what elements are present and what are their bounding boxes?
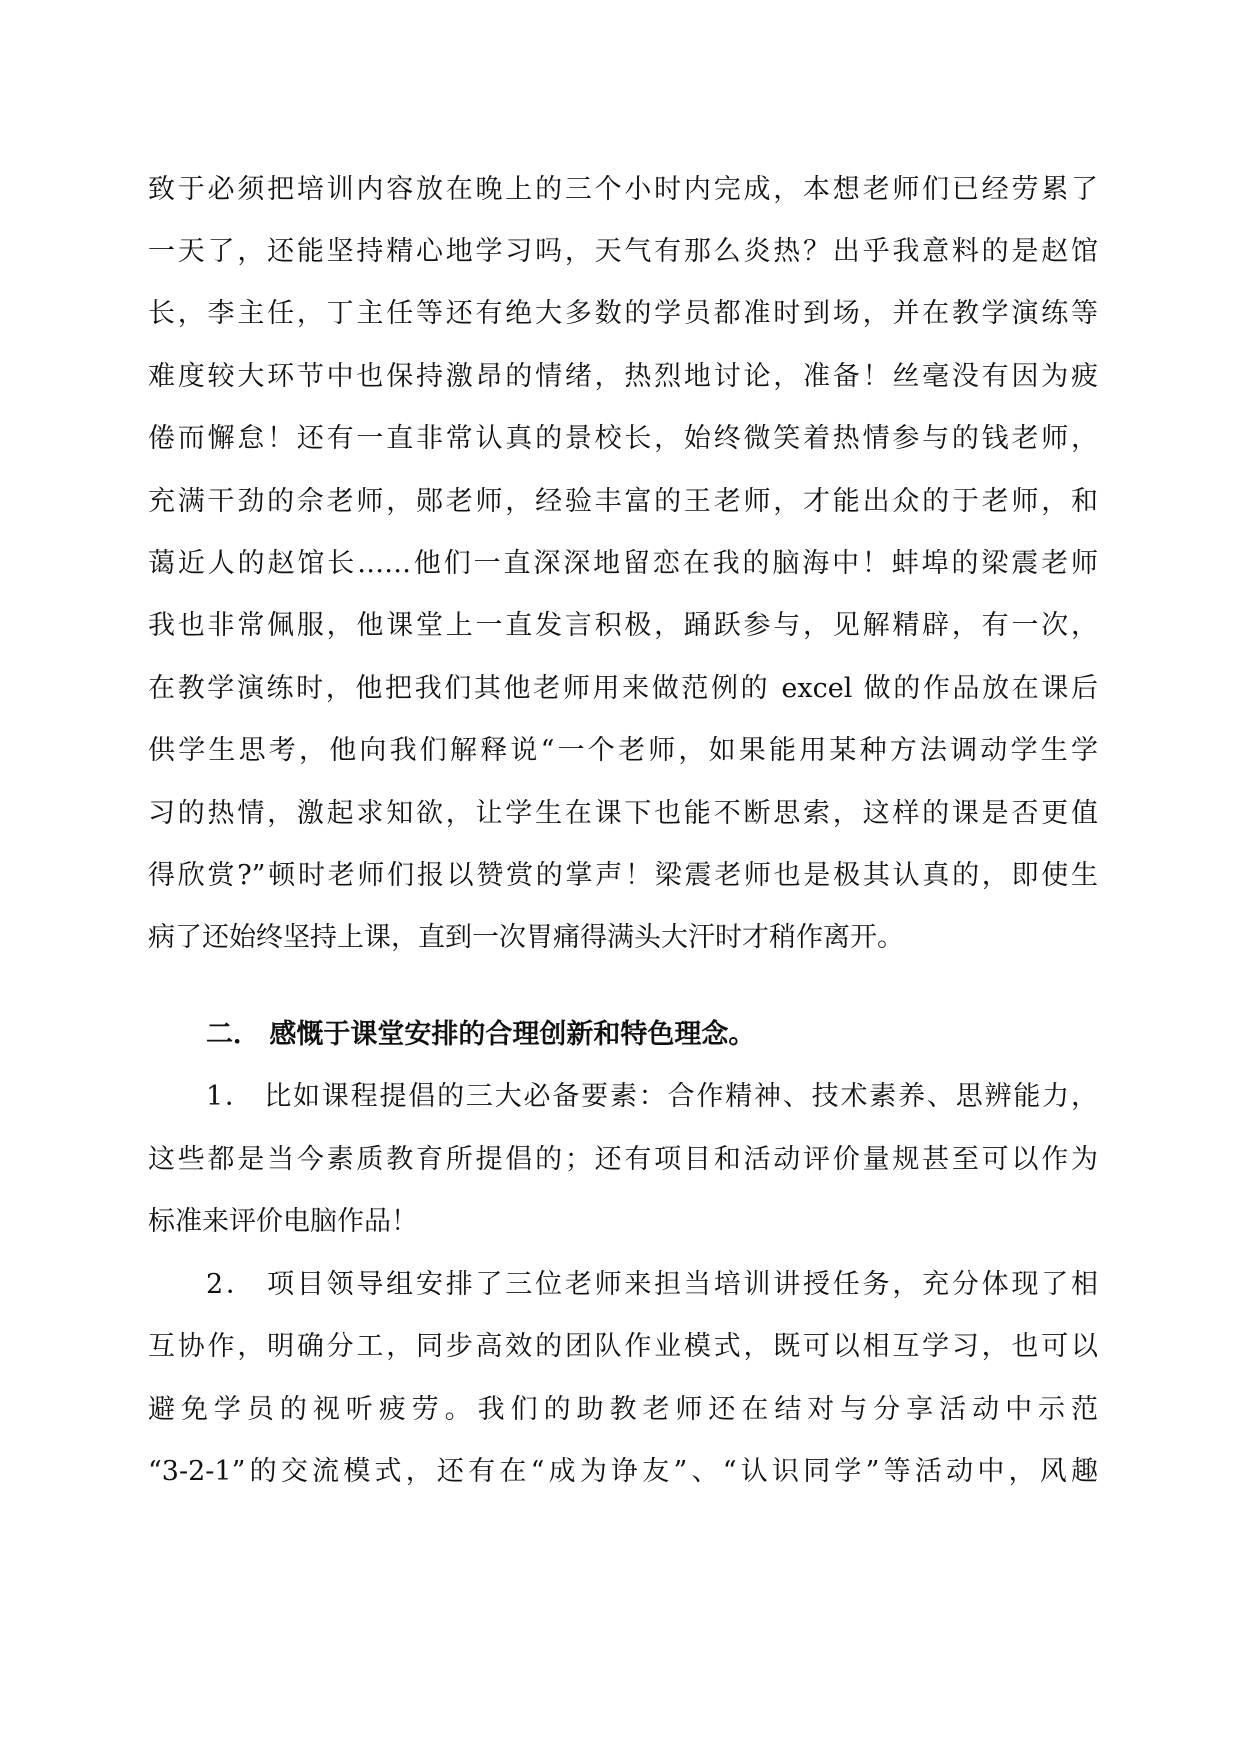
list-item-line: 互协作，明确分工，同步高效的团队作业模式，既可以相互学习，也可以 xyxy=(148,1331,1098,1362)
paragraph-line: 蔼近人的赵馆长……他们一直深深地留恋在我的脑海中！蚌埠的梁震老师 xyxy=(148,548,1098,579)
paragraph-line: 我也非常佩服，他课堂上一直发言积极，踊跃参与，见解精辟，有一次， xyxy=(148,610,1098,641)
list-item-line: 这些都是当今素质教育所提倡的；还有项目和活动评价量规甚至可以作为 xyxy=(148,1144,1098,1175)
paragraph-line: 长，李主任，丁主任等还有绝大多数的学员都准时到场，并在教学演练等 xyxy=(148,298,1098,329)
list-item-line: 1． 比如课程提倡的三大必备要素：合作精神、技术素养、思辨能力， xyxy=(206,1081,1098,1112)
section-heading: 二． 感慨于课堂安排的合理创新和特色理念。 xyxy=(206,1019,756,1050)
paragraph-line: 得欣赏?”顿时老师们报以赞赏的掌声！梁震老师也是极其认真的，即使生 xyxy=(148,860,1098,891)
paragraph-line: 致于必须把培训内容放在晚上的三个小时内完成，本想老师们已经劳累了 xyxy=(148,174,1098,205)
list-item-line: 标准来评价电脑作品！ xyxy=(148,1206,418,1237)
list-item-line: 2． 项目领导组安排了三位老师来担当培训讲授任务，充分体现了相 xyxy=(206,1269,1098,1300)
paragraph-line: 在教学演练时，他把我们其他老师用来做范例的 excel 做的作品放在课后 xyxy=(148,673,1098,704)
paragraph-line: 难度较大环节中也保持激昂的情绪，热烈地讨论，准备！丝毫没有因为疲 xyxy=(148,361,1098,392)
paragraph-line: 一天了，还能坚持精心地学习吗，天气有那么炎热？出乎我意料的是赵馆 xyxy=(148,236,1098,267)
paragraph-line: 习的热情，激起求知欲，让学生在课下也能不断思索，这样的课是否更值 xyxy=(148,798,1098,829)
list-item-line: 避免学员的视听疲劳。我们的助教老师还在结对与分享活动中示范 xyxy=(148,1394,1098,1425)
paragraph-line: 病了还始终坚持上课，直到一次胃痛得满头大汗时才稍作离开。 xyxy=(148,922,904,953)
paragraph-line: 供学生思考，他向我们解释说“一个老师，如果能用某种方法调动学生学 xyxy=(148,735,1098,766)
paragraph-line: 充满干劲的佘老师，郧老师，经验丰富的王老师，才能出众的于老师，和 xyxy=(148,486,1098,517)
list-item-line: “3-2-1”的交流模式，还有在“成为诤友”、“认识同学”等活动中，风趣 xyxy=(148,1456,1098,1487)
paragraph-line: 倦而懈怠！还有一直非常认真的景校长，始终微笑着热情参与的钱老师， xyxy=(148,423,1098,454)
